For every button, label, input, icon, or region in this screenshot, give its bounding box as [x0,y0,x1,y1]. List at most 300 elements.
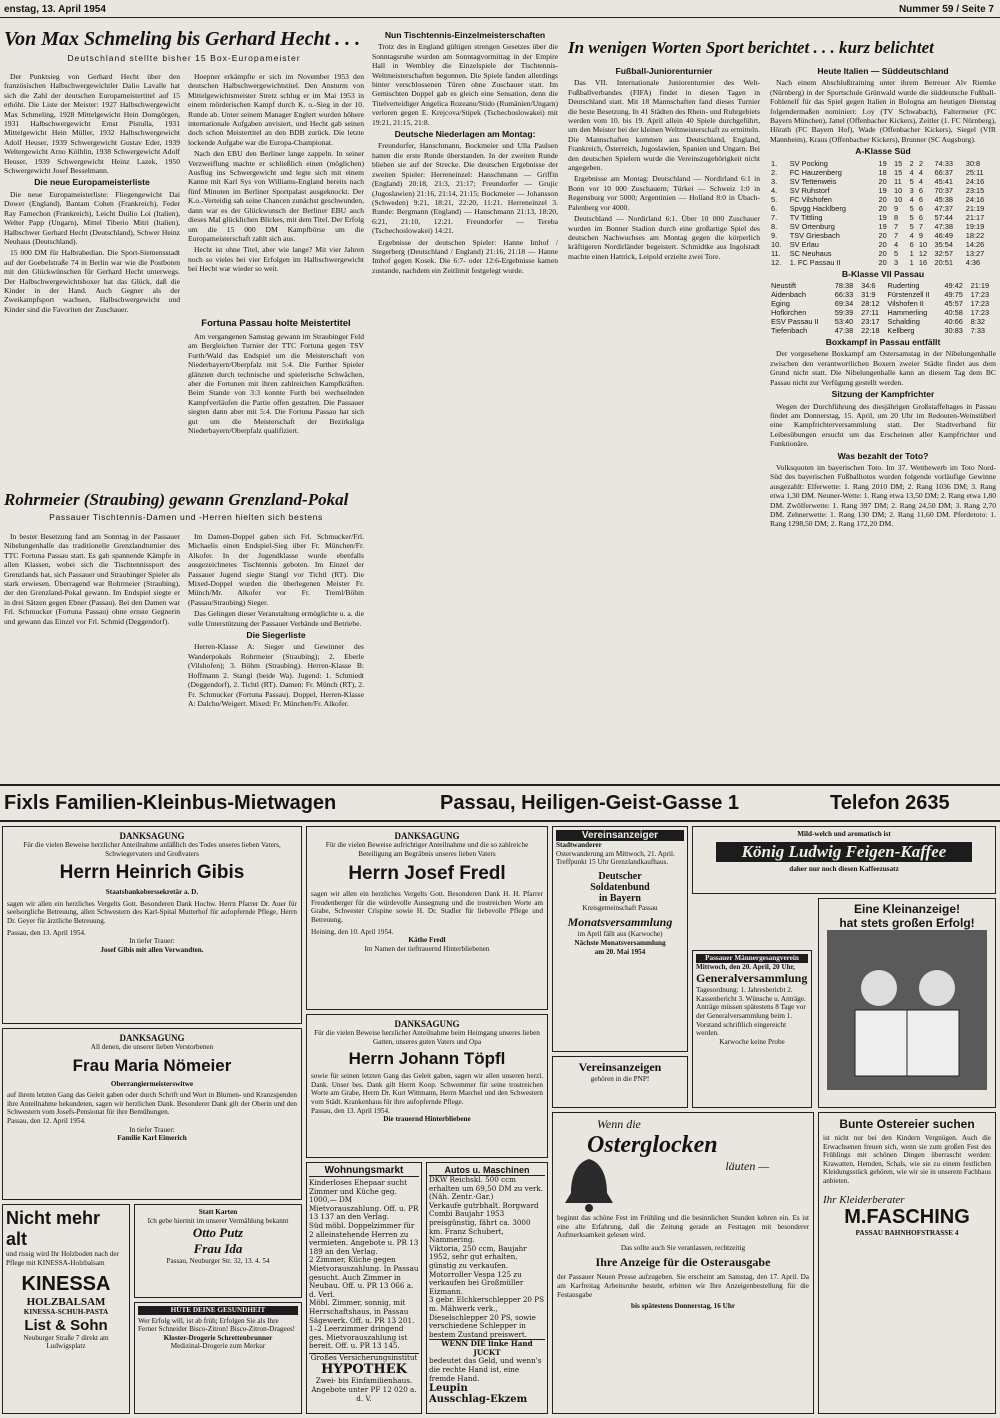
a-klasse-row-cell: 10 [918,239,928,249]
kinessa-product: HOLZBALSAM [26,1296,106,1309]
b-klasse-row-cell: Ruderting [887,281,920,291]
a-klasse-row-cell: 20 [878,248,887,258]
toto-text: Volksquoten im bayerischen Toto. Im 37. Wettbewerb im Toto Nord-Süd des bayerischen Fußballtotos wurden folgende vorläufige Gewinne ausgezahlt: Elferwette: 1. Rang 2010 DM; 2. Rang 1036 DM; 3. Rang etwa 1,30 DM. Neuner-Wette: 1. Rang etwa 13,50 DM; 2. Rang etwa 1,80 DM. Zwölferwette: 1. Rang 397 DM; 2. Rang 24,50 DM; 3. Rang 2,70 DM. Zehnerwette: 1. Rang 130 DM; 2. Rang 11,60 DM. Pferdetoto: 1. Rang 1298,50 DM; 2. Rang 172,20 DM. [770,462,996,529]
gibis-title: Staatsbankoberssekretär a. D. [105,888,199,897]
autos-ad: 3 gebr. Elchkerschlepper 20 PS m. Mähwerk verk., Dieselschlepper 20 PS, sowie verschiedene Schlepper in bestem Zustand preiswert. [429,1295,545,1339]
a-klasse-row-cell: 14:26 [965,239,985,249]
a-klasse-row-cell: 9 [918,230,924,240]
rohrmeier-text: Im Damen-Doppel gaben sich Frl. Schmucker/Frl. Michaelis einen Endspiel-Sieg über Fr. München/Fr. Alkofer. In der Jugendklasse wurde ebenfalls ausgezeichnetes Tischtennis geboten. Im Einzel der Passauer Jugend siegte Stangl vor Tichtl (RT). Die Mixed-Doppel wurden die überlegenen Meister Fr. Münch/Mr. Alkofer vor Fr. Treml/Böhm (Passau/Straubing) Sieger. [188,532,364,607]
fasching-headline: Bunte Ostereier suchen [839,1117,975,1131]
a-klasse-row-cell: 2 [918,158,924,168]
kampfrichter-headline: Sitzung der Kampfrichter [831,389,935,400]
monatsversammlung-heading: Monatsversammlung [567,915,673,930]
noemeier-intro: All denen, die unserer lieben Verstorbenen [90,1043,214,1051]
a-klasse-row [770,204,996,213]
a-klasse-row-cell: 6 [909,239,914,249]
a-klasse-row-cell: 13:27 [965,248,985,258]
a-klasse-row [770,240,996,249]
schmeling-text: Hecht ist ohne Titel, aber wie lange? Mit vier Jahren noch so vieles bei vier Erfolgen im Halbschwergewicht bei Hecht war wieder so weit. [188,245,364,274]
bell-icon [559,1153,619,1213]
a-klasse-row-cell: 4 [909,230,914,240]
ad-osterglocken [552,1112,814,1414]
a-klasse-row-cell: 20 [878,230,887,240]
tischtennis-text: Ergebnisse der deutschen Spieler: Hanne Imhof / Stegerberg (Deutschland / England) 21:16, 21:18 — Hanne Imhof gegen Kosek. Die 6:7- oder 12:6-Ergebnisse kamen zustande, nachdem ein Zeitlimit festgelegt wurde. [372,237,558,275]
gibis-name: Herrn Heinrich Gibis [59,862,245,884]
banner-middle: Passau, Heiligen-Geist-Gasse 1 [440,792,740,814]
noemeier-body: auf ihrem letzten Gang das Geleit gaben oder durch Schrift und Wort in Blumen- und Kranzspenden ihre Anteilnahme bekundeten, sagen wir herzlichen Dank. Besonderer Dank gilt der Oberin und den Schwestern vom Josefs-Pensionat für ihre Bemühungen. [7,1091,297,1117]
ad-fasching [818,1112,996,1414]
b-klasse-row-cell: Hofkirchen [771,308,807,318]
autos-section [426,1162,548,1414]
maenner-title: Generalversammlung [696,971,808,986]
a-klasse-row-cell: SV Pocking [789,158,828,168]
a-klasse-row-cell: 24:16 [965,176,985,186]
leupin-heading: Ausschlag-Ekzem [429,1394,528,1406]
siegerliste-heading: Die Siegerliste [246,630,306,641]
a-klasse-row-cell: SV Ortenburg [789,221,835,231]
gesundheit-footer: Kloster-Drogerie Schrettenbrunner [163,1333,273,1342]
b-klasse-row [770,317,996,326]
schmeling-list-heading: Die neue Europameisterliste [34,177,150,188]
b-klasse-row-cell: 40:66 [944,317,963,327]
a-klasse-row-cell: 4 [918,167,924,177]
fasching-signature: Ihr Kleiderberater [823,1193,905,1206]
wohnungsmarkt-ad: Kinderloses Ehepaar sucht Zimmer und Küche geg. 1000,— DM Mietvorauszahlung. Off. u. PR 13 137 an den Verlag. [309,1178,419,1222]
a-klasse-row-cell: 5 [894,248,899,258]
ad-fredl [306,826,548,1010]
kleinanzeige-line-1: Eine Kleinanzeige! [853,902,961,916]
schmeling-text: Die neue Europameisterliste: Fliegengewicht Dai Dower (England), Bantam Cohen (Frankreich), Feder Ray Famechon (Frankreich), Leicht Duilio Loi (Italien), Welter Papp (Ungarn), Mittel Tiberio Mitri (Italien), Halbschwer Gerhard Hecht (Deutschland), Schwer Heinz Neuhaus (Deutschland). [4,189,180,246]
tischtennis-article [372,28,558,456]
a-klasse-row-cell: 1 [909,248,914,258]
b-klasse-heading: B-Klasse VII Passau [841,268,925,279]
header-date: enstag, 13. April 1954 [4,4,106,15]
italien-headline: Heute Italien — Süddeutschland [817,66,949,76]
verein-heading: Vereinsanzeiger [556,830,684,841]
a-klasse-row-cell: 46:49 [934,230,953,240]
a-klasse-row-cell: 4. [771,185,778,195]
a-klasse-row-cell: 47:38 [934,221,953,231]
schmeling-text: Der Punktsieg von Gerhard Hecht über den französischen Halbschwergewichtler Dalio Lavalle hat sich die Zahl der deutschen Europameistertitel auf 15 erhöht. Die Liste der Meister: 1927 Halbschwergewicht Max Schmeling, 1928 Mittelgewicht Hein Domgörgen, 1931 Halbschwergewicht Ernst Pistulla, 1931 Mittelgewicht Hein Müller, 1932 Halbschwergewicht Adolf Heuser, 1939 Schwergewicht Gustav Eder, 1939 Weltergewicht Arno Kölblin, 1938 Schwergewicht Adolf Heuser, 1939 Schwergewicht Heinz Lazek, 1950 Schwergewicht Josef Besselmann. [4,72,180,176]
junior-text: Ergebnisse am Montag: Deutschland — Nordirland 6:1 in Bonn vor 10 000 Zuschauern; Türkei — Schweiz 1:0 in Regensburg vor 5000; Argentinien — Holland 8:0 in Übach-Palenberg vor 4000. [568,174,760,212]
a-klasse-row-cell: 32:57 [934,248,953,258]
a-klasse-row-cell: 4:36 [965,257,981,267]
banner-left: Fixls Familien-Kleinbus-Mietwagen [4,792,337,814]
b-klasse-row-cell: 22:18 [861,326,880,336]
schmeling-subtitle: Deutschland stellte bisher 15 Box-Europameister [67,53,301,63]
a-klasse-row-cell: 45:41 [934,176,953,186]
noemeier-name: Frau Maria Nömeier [72,1055,232,1075]
fasching-address: PASSAU BAHNHOFSTRASSE 4 [855,1228,959,1237]
a-klasse-row-cell: 1. FC Passau II [789,257,841,267]
b-klasse-row-cell: 8:32 [970,317,986,327]
rohrmeier-col-2 [188,532,364,780]
a-klasse-row-cell: 7 [894,230,899,240]
siegerliste-text: Herren-Klasse A: Sieger und Gewinner des Wanderpokals Rohrmeier (Straubing); 2. Eberle (Vilshofen); 3. Böhm (Straubing). Herren-Klasse B: Hoffmann 2. Stangl (beide Wa). Jugend: 1. Schmiedt (Deggendorf), 2. Tichtl (RT). Damen: Fr. Münch (RT), 2. Fr. Schmucker (Fortuna Passau). Doppel, Herren-Klasse A: Dalcho/Weigert. Mixed: Fr. München/Fr. Alkofer. [188,642,364,708]
maenner-date: Mittwoch, den 20. April, 20 Uhr, [696,962,795,971]
a-klasse-row [770,186,996,195]
autos-heading: Autos u. Maschinen [429,1165,545,1176]
a-klasse-row-cell: 21:19 [965,203,985,213]
toepfl-sign: Die trauernd Hinterbliebene [383,1115,471,1124]
fredl-intro: Für die vielen Beweise aufrichtiger Anteilnahme und die so zahlreiche Beteiligung am Begräbnis unseres lieben Vaters [325,841,529,858]
oster-laeuten: läuten — [725,1159,769,1173]
oster-wenn: Wenn die [597,1117,641,1131]
schmeling-text: 15 000 DM für Halbrabedian. Die Sport-Siemensstadt auf der Goebelstraße 74 in Berlin war wie die Postboten mit den Glückwünschen für Gerhard Hecht unterwegs. Der Halbschwergewichtsboxer hat das Glück, daß die Kinder in der Hand. Auch Gegner als der Zweikampfsport wachsen, Halbschwergewicht und Kinder sind die Favoriten der Zuschauer. [4,248,180,314]
b-klasse-row-cell: 49:75 [944,290,963,300]
a-klasse-row-cell: 74:33 [934,158,953,168]
b-klasse-row-cell: Hammerling [887,308,928,318]
b-klasse-row-cell: Vilshofen II [887,299,924,309]
a-klasse-row-cell: 16 [918,257,928,267]
b-klasse-row-cell: 30:83 [944,326,963,336]
ad-vereinsanzeiger [552,826,688,1052]
kinessa-headline: Nicht mehr alt [6,1208,101,1249]
a-klasse-row-cell: 8. [771,221,778,231]
rohrmeier-text: Das Gelingen dieser Veranstaltung ermöglichte u. a. die volle Unterstützung der Passauer Verbände und Betriebe. [188,609,364,628]
header-page-number: Nummer 59 / Seite 7 [898,4,994,15]
a-klasse-row-cell: 15 [894,158,903,168]
a-klasse-heading: A-Klasse Süd [855,146,911,157]
a-klasse-row-cell: 6 [918,203,924,213]
a-klasse-row-cell: 18:22 [965,230,985,240]
fasching-text: ist nicht nur bei den Kindern Vergnügen. Auch die Erwachsenen freuen sich, wenn sie zum großen Fest des Frühlings mit schönen Dingen überrascht werden: Krawatten, Hemden, Schals, wie sie zu einem festlichen Kleidungsstück gehören, wie wir sie in unserem Fachhaus anbieten. [823,1134,991,1185]
wohnungsmarkt-ad: 1–2 Leerzimmer dringend ges. Mietvorauszahlung ist bereit. Off. u. PR 13 145. [309,1324,408,1351]
b-klasse-row [770,281,996,290]
a-klasse-row-cell: 3. [771,176,778,186]
a-klasse-row [770,231,996,240]
a-klasse-row-cell: 10 [894,185,903,195]
a-klasse-row-cell: 66:37 [934,167,953,177]
a-klasse-row-cell: 9. [771,230,778,240]
a-klasse-row-cell: 20 [878,203,887,213]
linke-hand-heading: WENN DIE linke Hand JUCKT [429,1339,545,1357]
soldatenbund-line-2: Soldatenbund [590,881,650,893]
gibis-date: Passau, den 13. April 1954. [7,928,86,937]
a-klasse-row-cell: 23:15 [965,185,985,195]
boxkampf-headline: Boxkampf in Passau entfällt [825,337,941,348]
gibis-trauer: In tiefer Trauer: [129,937,175,946]
a-klasse-row-cell: 11 [894,176,902,186]
hypothek-intro: Großes Versicherungsinstitut [310,1352,418,1362]
noemeier-sign: Familie Karl Eimerich [117,1134,187,1143]
b-klasse-row-cell: 59:39 [834,308,854,318]
fredl-sign-2: Im Namen der tieftrauernd Hinterbliebenen [364,944,490,953]
autos-ad: Motorroller Vespa 125 zu verkaufen bei Großmüller Eizmann. [429,1269,524,1296]
kinessa-product-2: KINESSA-SCHUH-PASTA [23,1308,109,1317]
gibis-heading: DANKSAGUNG [119,831,185,841]
a-klasse-row-cell: 47:37 [934,203,953,213]
b-klasse-row-cell: 17:23 [970,290,990,300]
rohrmeier-subtitle: Passauer Tischtennis-Damen und -Herren hielten sich bestens [49,512,323,522]
a-klasse-row-cell: 11. [771,248,781,258]
hypothek-text: Zwei- bis Einfamilienhaus. Angebote unter PF 12 020 a. d. V. [311,1376,417,1403]
putz-name-1: Otto Putz [192,1225,244,1241]
fortuna-text: Am vergangenen Samstag gewann im Straubinger Feld am Bergleichen Turnier der TTC Fortuna gegen TSV Furth/Wald das Endspiel um die Meisterschaft von Niederbayern/Oberpfalz mit 5:4. Die Further Spieler glänzten durch technische und spielerische Schwächen, aber die Fortunen mit ihren zahlreichen Kampfkräften. Beim Stande von 3:3 konnte Furth bei wechselnden Kampfverläufen die Partie offen gestalten. Die Passauer siegten dann aber mit 5:4. Die Fortuna Passau hat sich gut um die Meisterschaft der Bezirksliga Niederbayern/Oberpfalz qualifiziert. [188,332,364,436]
fredl-body: sagen wir allen ein herzliches Vergelts Gott. Besonderen Dank H. H. Pfarrer Freudenberger für die würdevolle Aussegnung und die trostreichen Worte am Grabe, Schwester Crispine sowie H. Dr. Stadler für liebevolle Pflege und Betreuung. [311,890,543,924]
toepfl-name: Herrn Johann Töpfl [348,1049,506,1069]
schmeling-col-1 [4,72,180,484]
verein-ad-text: Osterwanderung am Mittwoch, 21. April. Treffpunkt 15 Uhr Grenzlandkaufhaus. [556,849,675,867]
banner-right: Telefon 2635 [830,792,950,814]
schmeling-headline: Von Max Schmeling bis Gerhard Hecht . . . [4,28,361,50]
a-klasse-row-cell: 45:38 [934,194,953,204]
oster-text-2: Das sollte auch Sie veranlassen, rechtzeitig [620,1243,746,1252]
tischtennis-headline: Nun Tischtennis-Einzelmeisterschaften [384,30,546,40]
a-klasse-row-cell: SV Tettenweis [789,176,837,186]
a-klasse-row-cell: 1. [771,158,778,168]
fredl-date: Heining, den 10. April 1954. [311,927,394,936]
a-klasse-row-cell: 57:44 [934,212,953,222]
schmeling-text: Hoepner erkämpfte er sich im November 1953 den deutschen Halbschwergewichtstitel. Den Ansturm von Mittelgewichtsmeister Stretz schlug er im Mai 1953 in einem mörderischen Kampf durch K. o.-Sieg in der 10. Runde ab. Unter seinem Manager Englert wurden höhere internationale Aufgaben anvisiert, und Hecht gab seinen doch schon Meistertitel an den BDB zurück. Die letzte lockende Aufgabe war die Europa-Championat. [188,72,364,147]
a-klasse-row-cell: 6 [918,194,924,204]
maenner-sign: Karwoche keine Probe [719,1037,785,1046]
oster-title: Osterglocken [587,1132,718,1158]
a-klasse-row-cell: SC Neuhaus [789,248,832,258]
rohrmeier-text: In bester Besetzung fand am Sonntag in der Passauer Nibelungenhalle das traditionelle Grenzlandturnier des TTC Fortuna Passau statt. Es gab spannende Kämpfe in allen Klassen, wobei sich die Tischtennissport des Grenzlands hat, sich Passauer und Straubinger Spieler als stark erwiesen. Überragend war Rohrmeier (Straubing), der den Grenzland-Pokal gewann. Im Endspiel siegte er in drei Sätzen gegen Ebner (Passau). Bei den Damen war Frl. Schmucker (Fortuna Passau) ohne ernste Gegnerin und gewann das Einzel vor Frl. Schmid (Deggendorf). [4,532,180,626]
a-klasse-row-cell: 25:11 [965,167,984,177]
a-klasse-row-cell: 30:8 [965,158,981,168]
rohrmeier-article [4,490,368,522]
junior-headline: Fußball-Juniorenturnier [615,66,713,76]
gibis-body: sagen wir allen ein herzliches Vergelts Gott. Besonderen Dank Hochw. Herrn Pfarrer Dr. Auer für seelsorgliche Betreuung, allen Schwestern des Karl-Spital Mutterhof für aufopfernde Pflege, Herrn Dr. Geyer für ärztliche Betreuung. [7,899,297,925]
wohnungsmarkt-section [306,1162,422,1414]
b-klasse-row-cell: 28:12 [861,299,880,309]
a-klasse-row-cell: SV Erlau [789,239,819,249]
gibis-intro: Für die vielen Beweise herzlicher Anteilnahme anläßlich des Todes unseres lieben Vaters, Schwiegervaters und Großvaters [23,841,281,858]
ad-toepfl [306,1014,548,1158]
autos-ad: DKW Reichskl. 500 ccm erhalten um 69,50 DM zu verk. (Näh. Zentr.-Gar.) [429,1175,544,1202]
b-klasse-table [770,281,996,335]
a-klasse-row-cell: 19 [878,212,887,222]
a-klasse-row-cell: 70:37 [934,185,953,195]
soldatenbund-line-4: Kreisgemeinschaft Passau [582,903,658,912]
maenner-heading: Passauer Männergesangverein [696,954,808,963]
b-klasse-row-cell: Fürstenzell II [887,290,930,300]
noemeier-title: Oberrangiermeisterswitwe [110,1079,194,1088]
autos-ad: Verkaufe gutrbhalt. Borgward Combi Baujahr 1953 preisgünstig, fährt ca. 3000 km. Franz Schubert, Nammering. [429,1200,539,1245]
oster-text: beginnt das schöne Fest im Frühling und die besinnlichen Stunden kehren ein. Es ist eine alte Erfahrung, daß die Zeitung gerade an Festtagen mit besonderer Aufmerksamkeit gelesen wird. [557,1214,809,1240]
verein-ad-name: Stadtwanderer [556,841,602,849]
a-klasse-row-cell: 2. [771,167,778,177]
b-klasse-row-cell: Neustift [771,281,797,291]
a-klasse-row-cell: 8 [894,212,899,222]
linke-hand-text: bedeutet das Geld, und wenn's die rechte Hand ist, eine fremde Hand. [429,1356,542,1383]
a-klasse-row-cell: FC Hauzenberg [789,167,842,177]
a-klasse-row-cell: 5 [909,221,914,231]
a-klasse-row-cell: 19:19 [965,221,985,231]
fasching-brand: M.FASCHING [844,1205,970,1228]
gibis-sign: Josef Gibis mit allen Verwandten. [100,945,204,954]
gesundheit-heading: HÜTE DEINE GESUNDHEIT [138,1306,298,1315]
b-klasse-row-cell: 47:38 [834,326,854,336]
a-klasse-row-cell: 4 [909,194,914,204]
a-klasse-row-cell: 7. [771,212,778,222]
right-sport-column [770,64,996,786]
fortuna-text [188,332,364,435]
kinessa-dealer: List & Sohn [24,1316,108,1334]
schmeling-text: Nach den EBU den Berliner lange zappeln. In seiner Verzweiflung machte er schließlich einen (möglichen) Ausflug ins Schwergewicht und legte sich mit einem Kanne mit Karl Sys von Williams-England bereits nach fünf Minuten im Berliner Sportpalast ausgeknockt. Der K.o.-Verteidig sah seine Chancen zunächst geschwunden, dann war es der Glückwunsch der Berliner EBU auch dieses Mal glücklichen Blickes, mit dem Titel. Der Erfolg um die 15 000 DM Kampfbörse um die Europameisterschaft zahlt sich aus. [188,149,364,243]
a-klasse-row-cell: 9 [894,203,899,213]
toepfl-date: Passau, den 13. April 1954. [311,1106,390,1115]
monatsversammlung-next: Nächste Monatsversammlung [574,938,666,947]
kaffee-brand: König Ludwig Feigen-Kaffee [716,842,972,862]
a-klasse-row-cell: 21:17 [965,212,985,222]
b-klasse-row-cell: 31:9 [861,290,876,300]
b-klasse-row [770,299,996,308]
a-klasse-row-cell: 4 [918,176,924,186]
b-klasse-row-cell: 40:58 [944,308,963,318]
a-klasse-row-cell: 35:54 [934,239,953,249]
oster-text-3: der Passauer Neuen Presse aufzugeben. Sie erscheint am Samstag, den 17. April. Da am Karfreitag Arbeitsruhe besteht, erbitten wir Ihre Anzeigenbestellung für die Festausgabe [557,1273,809,1299]
schmeling-col-2 [188,72,364,312]
putz-address: Passau, Neuburger Str. 32, 13. 4. 54 [166,1257,270,1266]
b-klasse-row-cell: Aidenbach [771,290,806,300]
a-klasse-row [770,258,996,267]
a-klasse-row-cell: 6 [918,212,924,222]
oster-big: Ihre Anzeige für die Osterausgabe [595,1255,771,1270]
a-klasse-row-cell: 5 [909,176,914,186]
a-klasse-row-cell: 20:51 [934,257,953,267]
a-klasse-row-cell: FC Vilshofen [789,194,832,204]
b-klasse-row-cell: 34:6 [861,281,876,291]
b-klasse-row-cell: Eging [771,299,790,309]
a-klasse-row-cell: 19 [878,185,887,195]
b-klasse-row-cell: 45:57 [944,299,963,309]
b-klasse-row-cell: 69:34 [834,299,854,309]
putz-name-2: Frau Ida [193,1241,243,1257]
kinessa-address: Neuburger Straße 7 direkt am Ludwigsplatz [23,1333,109,1351]
a-klasse-row-cell: 19 [878,221,887,231]
gesundheit-footer-2: Medizinal-Drogerie zum Merkur [170,1342,266,1351]
kampfrichter-text: Wegen der Durchführung des diesjährigen Großstaffeltages in Passau findet am Donnerstag, 15. April, um 20 Uhr im Redouten-Weinstüberl eine Kampfrichterversammlung statt. Der Stadtverband für Leibesübungen ersucht um das Erscheinen aller Kampfrichter und Funktionäre. [770,401,996,449]
b-klasse-row-cell: 17:23 [970,299,990,309]
wohnungsmarkt-ad: 2 Zimmer, Küche gegen Mietvorauszahlung. In Passau gesucht. Auch Zimmer in Neubau. Off. u. PR 13 066 a. d. Verl. [309,1255,419,1299]
b-klasse-row [770,308,996,317]
maenner-text: Tagesordnung: 1. Jahresbericht 2. Kassenbericht 3. Wünsche u. Anträge. Anträge müssen spätestens 8 Tage vor der Generalversammlung beim 1. Vorstand schriftlich eingereicht werden. [696,986,806,1038]
a-klasse-row-cell: SV Ruhstorf [789,185,830,195]
b-klasse-row-cell: Schalding [887,317,920,327]
soldatenbund-line-3: in Bayern [599,892,641,904]
a-klasse-row-cell: 12. [771,257,782,267]
ad-putz [134,1204,302,1298]
banner-bottom-rule [0,820,1000,822]
oster-deadline: bis spätestens Donnerstag, 16 Uhr [630,1302,736,1311]
fortuna-headline: Fortuna Passau holte Meistertitel [201,318,351,329]
b-klasse-row-cell: Tiefenbach [771,326,808,336]
soldatenbund-line-1: Deutscher [598,870,642,882]
ad-kleinanzeige [818,898,996,1108]
kaffee-top: Mild-welch und aromatisch ist [797,830,891,838]
b-klasse-row-cell: 7:33 [970,326,986,336]
a-klasse-row-cell: 4 [909,167,914,177]
tischtennis-text: Trotz des in England gültigen strengen Gesetzes über die Sonntagsruhe wurden am Sonntagvormittag in der Empire Hall in Wembley die Einzelspiele der Tischtennis-Weltmeisterschaften begonnen. Die Spiele fanden allerdings hinter verschlossenen Türen ohne Zuschauer statt. Im Gemischten Doppel gab es gleich eine Sensation, denn die Titelverteidiger Angelica Rozeanu/Stido (Rumänien/Ungarn) verloren gegen E. Krejcova/Stipek (Tschechoslowakei) mit 19:21, 21:15, 21:8. [372,42,558,127]
b-klasse-row-cell: 23:17 [861,317,880,327]
ad-gibis [2,826,302,1024]
monatsversammlung-text: im April fällt aus (Karwoche) [577,930,663,939]
a-klasse-row-cell: 1 [909,257,914,267]
putz-heading: Statt Karten [198,1208,238,1216]
a-klasse-row-cell: 4 [894,239,899,249]
tischtennis-text: Freundorfer, Hanschmann, Bockmeier und Ulla Paulsen hatten die erste Runde überstanden. In der zweiten Runde blieben sie auf der Strecke. Die deutschen Ergebnisse der zweiten Spieler: Herreneinzel: Hanschmann — Griffin (England) 20:18, 21:3, 21:17; Freundorfer — Grujic (Jugoslawien) 21:16, 21:14, 21:15; Bockmeier — Johansson (Schweden) 9:21, 18:21, 22:20, 11:21. Herreneinzel 3. Runde: Bergmann (England) — Hanschmann 21:13, 18:20, 6:21, 21:10, 12:21. Freundorfer — Tereba (Tschechoslowakei) 14:21. [372,141,558,236]
autos-ad: Viktoria, 250 ccm, Baujahr 1952, sehr gut erhalten, günstig zu verkaufen. [429,1243,527,1270]
a-klasse-table [770,159,996,267]
a-klasse-row-cell: 5 [909,212,914,222]
a-klasse-row-cell: Spvgg Hacklberg [789,203,846,213]
b-klasse-row-cell: 53:40 [834,317,854,327]
a-klasse-row [770,177,996,186]
a-klasse-row-cell: 3 [894,257,899,267]
a-klasse-row [770,213,996,222]
a-klasse-row-cell: 15 [894,167,903,177]
vereinsanzeigen-text: gehören in die PNP! [590,1075,650,1083]
monatsversammlung-date: am 20. Mai 1954 [594,947,646,956]
b-klasse-row-cell: 17:23 [970,308,990,318]
rohrmeier-headline: Rohrmeier (Straubing) gewann Grenzland-Pokal [4,490,349,509]
b-klasse-row [770,326,996,335]
toepfl-body: sowie für seinen letzten Gang das Geleit gaben, sagen wir allen unseren herzl. Dank. Unser bes. Dank gilt Herrn Koop. Schwemmer für seine trostreichen Worte am Grabe, Herrn Dr. Kurt Wittmann, Herrn Marchel und den Schwestern vom Städt. Krankenhaus für ihre aufopfernde Pflege. [311,1072,543,1106]
fortuna-article [188,318,364,484]
noemeier-trauer: In tiefer Trauer: [129,1125,175,1134]
a-klasse-row-cell: TSV Griesbach [789,230,840,240]
a-klasse-row-cell: 10. [771,239,782,249]
a-klasse-row-cell: 20 [878,194,887,204]
wohnungsmarkt-heading: Wohnungsmarkt [309,1165,419,1177]
b-klasse-row-cell: 27:11 [861,308,880,318]
fredl-sign: Käthe Fredl [408,936,446,945]
a-klasse-row-cell: 3 [909,185,914,195]
sport-headline: In wenigen Worten Sport berichtet . . . kurz belichtet [568,38,934,57]
junior-text: Das VII. Internationale Juniorenturnier des Welt-Fußballverbandes (FIFA) findet in diesen Tagen in Deutschland statt. Mit 18 Mannschaften fand dieses Turnier die beste Besetzung. In 41 Städten des Rhein- und Ruhrgebiets werden vom 10. bis 19. April allein 40 Spiele durchgeführt, um den Meister bei der kleinen Weltmeisterschaft zu ermitteln. Die Mannschaften kommen aus Deutschland, England, Frankreich, Österreich, Jugoslawien, Spanien und Ungarn. Bei den deutschen Spielern wurde die Vereinszugehörigkeit nicht angegeben. [568,78,760,173]
a-klasse-row [770,222,996,231]
a-klasse-row-cell: 7 [918,221,924,231]
noemeier-heading: DANKSAGUNG [119,1033,185,1043]
putz-text: Ich gebe hiermit im unserer Vermählung bekannt [147,1216,289,1225]
junior-article [568,64,760,464]
toto-headline: Was bezahlt der Toto? [837,450,929,461]
tischtennis-subhead: Deutsche Niederlagen am Montag: [394,129,536,140]
ad-maennergesangverein [692,950,812,1108]
kleinanzeige-line-2: hat stets großen Erfolg! [839,916,975,930]
a-klasse-row-cell: 6. [771,203,778,213]
b-klasse-row [770,290,996,299]
vereinsanzeigen-heading: Vereinsanzeigen [578,1060,662,1074]
toepfl-intro: Für die vielen Beweise herzlicher Anteilnahme beim Heimgang unseres lieben Gatten, unseres guten Vaters und Opa [314,1029,540,1046]
ad-vereinsanzeigen-pnp [552,1056,688,1108]
ad-kinessa [2,1204,130,1414]
junior-text: Deutschland — Nordirland 6:1. Über 10 000 Zuschauer wurden im Bonner Stadion durch eine großartige Spiel des deutschen Nachwuchses am Montag gegen die körperlich kräftigeren Nordirländer begeistert. Schmidtke aus Ingolstadt machte einen Hattrick, Leipold erzielte zwei Tore. [568,214,760,261]
a-klasse-row-cell: 20 [878,176,887,186]
fixl-banner [0,788,1000,822]
ad-noemeier [2,1028,302,1200]
schmeling-article [4,28,364,63]
a-klasse-row-cell: 10 [894,194,903,204]
b-klasse-row-cell: Kellberg [887,326,915,336]
a-klasse-row [770,168,996,177]
italien-text: Nach einem Abschlußtraining unter ihrem Betreuer Alv Riemke (Nürnberg) in der Sportschule Grünwald wurde die süddeutsche Fußball-Fohlenelf für das Spiel gegen Italien in Bologna am heutigen Dienstag folgendermaßen nominiert: Loy (TV Schwabach), Faltermeier (FC Bayern München), Jattel (Offenbacher Kickers), Zeitler (1. FC Nürnberg), Hörath (FC Bayern Hof), Wade (Offenbacher Kickers), Siegel (VfR Mannheim), Kraus (Offenbacher Kickers), Brunner (SC Augsburg). [770,78,996,144]
a-klasse-row [770,249,996,258]
toepfl-heading: DANKSAGUNG [394,1019,460,1029]
a-klasse-row-cell: 19 [878,158,887,168]
reader-illustration-icon [827,930,987,1090]
b-klasse-row-cell: ESV Passau II [771,317,819,327]
a-klasse-row [770,195,996,204]
a-klasse-row-cell: 18 [878,167,887,177]
a-klasse-row-cell: 5 [909,203,914,213]
a-klasse-row-cell: 7 [894,221,899,231]
ad-koenig-ludwig [692,826,996,894]
header-rule [0,17,1000,18]
